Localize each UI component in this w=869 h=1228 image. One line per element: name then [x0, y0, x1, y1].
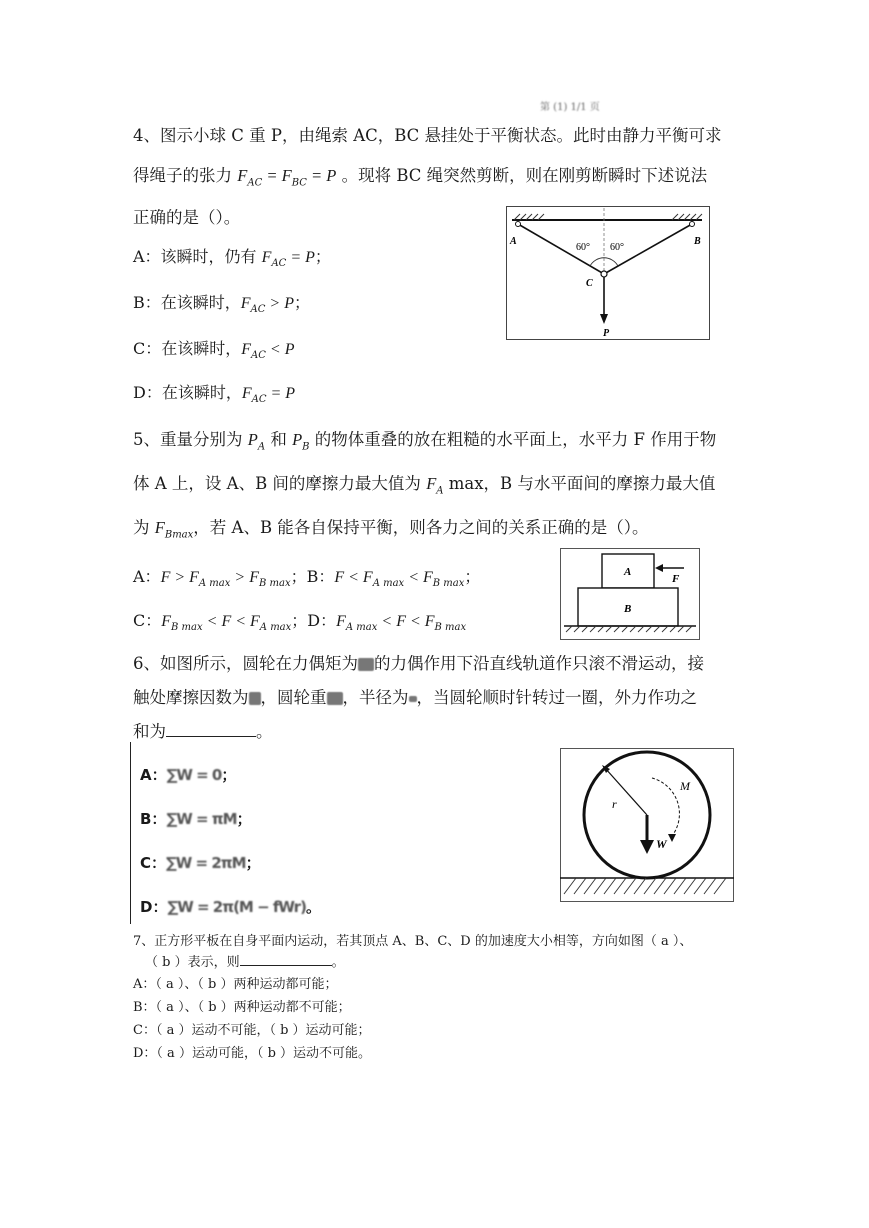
q5-label-f: F — [672, 573, 680, 585]
q7-option-d: D：（ a ）运动可能，（ b ）运动不可能。 — [133, 1046, 372, 1061]
q4-option-d: D：在该瞬时，$F_{AC} = P$ — [133, 383, 296, 406]
q4-angle-right: 60° — [610, 242, 624, 253]
q6-label-r: r — [612, 797, 617, 811]
q4-label-b: B — [694, 236, 701, 247]
q7-line1: 7、正方形平板在自身平面内运动，若其顶点 A、B、C、D 的加速度大小相等，方向如图（ a ）、 — [133, 934, 693, 949]
q4-line3: 正确的是（）。 — [133, 208, 241, 227]
q5-line3: 为 $F_{Bmax}$，若 A、B 能各自保持平衡，则各力之间的关系正确的是（）。 — [133, 518, 649, 541]
q5-options-cd: C：$F_{B max} < F < F_{A max}$；D：$F_{A max} < F < F_{B max}$ — [133, 611, 467, 634]
q7-line2: （ b ）表示，则 。 — [145, 955, 345, 970]
q6-line3: 和为 。 — [133, 722, 273, 741]
q6-blurred-m — [358, 658, 374, 671]
q4-line2: 得绳子的张力 $F_{AC} = F_{BC} = P$ 。现将 BC 绳突然剪断，则在刚剪断瞬时下述说法 — [133, 166, 708, 189]
q5-label-b: B — [624, 603, 632, 615]
q6-blurred-r — [409, 696, 417, 702]
q5-line2: 体 A 上，设 A、B 间的摩擦力最大值为 $F_A$ max，B 与水平面间的摩擦力最大值 — [133, 474, 716, 497]
q4-option-a: A：该瞬时，仍有 $F_{AC} = P$； — [133, 247, 331, 270]
q6-line1: 6、如图所示，圆轮在力偶矩为 的力偶作用下沿直线轨道作只滚不滑运动，接 — [133, 654, 704, 673]
q6-option-a: A：∑W = 0； — [140, 766, 237, 784]
q6-option-d: D：∑W = 2π(M − fWr)。 — [140, 898, 321, 916]
q4-label-a: A — [510, 236, 517, 247]
q6-blurred-f — [249, 692, 261, 705]
q6-left-margin-bar — [130, 742, 131, 924]
q5-line1: 5、重量分别为 $P_A$ 和 $P_B$ 的物体重叠的放在粗糙的水平面上，水平力 F 作用于物 — [133, 430, 717, 453]
q5-figure-stacked-blocks — [560, 548, 700, 640]
q5-options-ab: A：$F > F_{A max} > F_{B max}$；B：$F < F_{A max} < F_{B max}$； — [133, 567, 481, 590]
q7-answer-blank — [240, 953, 332, 966]
q6-label-w: W — [656, 837, 667, 851]
q6-line2: 触处摩擦因数为 ，圆轮重 ，半径为 ，当圆轮顺时针转过一圈，外力作功之 — [133, 688, 697, 707]
q7-option-b: B：（ a ）、（ b ）两种运动都不可能； — [133, 1000, 351, 1015]
q4-label-c: C — [586, 278, 593, 289]
q4-line1: 4、图示小球 C 重 P，由绳索 AC，BC 悬挂处于平衡状态。此时由静力平衡可求 — [133, 126, 722, 145]
q6-figure-rolling-wheel — [560, 748, 734, 902]
q6-answer-blank — [166, 722, 256, 737]
header-fragment: 第 (1) 1/1 页 — [540, 102, 600, 113]
q4-angle-left: 60° — [576, 242, 590, 253]
q4-option-b: B：在该瞬时，$F_{AC} > P$； — [133, 293, 311, 316]
q4-figure-pendulum — [506, 206, 710, 340]
q4-option-c: C：在该瞬时，$F_{AC} < P$ — [133, 339, 295, 362]
q4-label-p: P — [603, 328, 610, 339]
q6-blurred-w — [327, 692, 343, 705]
q6-label-m: M — [680, 779, 690, 793]
q6-option-c: C：∑W = 2πM； — [140, 854, 261, 872]
q5-label-a: A — [624, 566, 632, 578]
q6-option-b: B：∑W = πM； — [140, 810, 252, 828]
q7-option-a: A：（ a ）、（ b ）两种运动都可能； — [133, 977, 338, 992]
q7-option-c: C：（ a ）运动不可能，（ b ）运动可能； — [133, 1023, 371, 1038]
